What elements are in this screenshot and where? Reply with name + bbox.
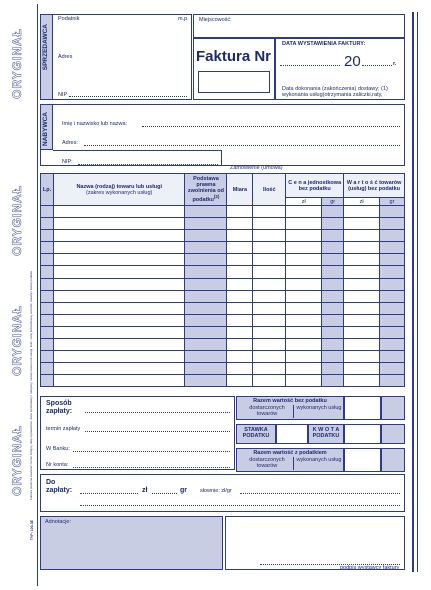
table-cell[interactable] — [185, 290, 227, 302]
table-cell[interactable] — [322, 218, 344, 230]
table-cell[interactable] — [53, 326, 185, 338]
due-zl-field[interactable] — [80, 493, 138, 494]
table-cell[interactable] — [344, 230, 380, 242]
table-cell[interactable] — [344, 326, 380, 338]
table-cell[interactable] — [286, 314, 322, 326]
copy-label-4: ORYGINAŁ — [10, 425, 24, 496]
table-cell[interactable] — [185, 339, 227, 351]
table-cell[interactable] — [185, 351, 227, 363]
table-cell[interactable] — [380, 242, 405, 254]
seller-mp-label: m.p. — [178, 16, 189, 22]
table-cell[interactable] — [380, 266, 405, 278]
table-cell[interactable] — [344, 314, 380, 326]
table-cell[interactable] — [380, 206, 405, 218]
payment-term-field[interactable] — [85, 431, 230, 432]
col-price: C e n a jednostkowa bez podatku — [286, 174, 344, 198]
table-cell[interactable] — [41, 375, 54, 387]
gross-sub-left: dostarczonych towarów — [249, 457, 285, 469]
table-row — [41, 326, 405, 338]
issue-date-label: DATA WYSTAWIENIA FAKTURY: — [282, 41, 366, 47]
gross-total-gr[interactable] — [381, 448, 405, 472]
table-cell[interactable] — [253, 290, 286, 302]
net-total-label: Razem wartość bez podatku — [253, 398, 327, 404]
payment-account-field[interactable] — [73, 467, 230, 468]
table-cell[interactable] — [322, 290, 344, 302]
table-cell[interactable] — [322, 254, 344, 266]
table-cell[interactable] — [185, 230, 227, 242]
table-cell[interactable] — [286, 326, 322, 338]
table-cell[interactable] — [322, 242, 344, 254]
table-cell[interactable] — [53, 363, 185, 375]
signature-box[interactable] — [225, 516, 405, 570]
table-cell[interactable] — [322, 206, 344, 218]
table-cell[interactable] — [227, 218, 253, 230]
table-cell[interactable] — [253, 339, 286, 351]
table-cell[interactable] — [380, 254, 405, 266]
table-cell[interactable] — [380, 314, 405, 326]
table-cell[interactable] — [41, 302, 54, 314]
due-words-field-2[interactable] — [80, 505, 400, 506]
buyer-name-label: Imię i nazwisko lub nazwa: — [62, 121, 128, 127]
table-row — [41, 242, 405, 254]
buyer-address-field[interactable] — [84, 145, 400, 146]
table-cell[interactable] — [253, 302, 286, 314]
net-total-zl[interactable] — [344, 396, 381, 420]
seller-section-label: SPRZEDAWCA — [42, 24, 49, 71]
table-cell[interactable] — [322, 278, 344, 290]
col-name-label: Nazwa (rodzaj) towaru lub usługi — [76, 183, 162, 190]
net-sub-right: wykonanych usług — [296, 405, 342, 411]
table-row — [41, 206, 405, 218]
table-cell[interactable] — [344, 375, 380, 387]
buyer-address-label: Adres: — [62, 140, 78, 146]
table-cell[interactable] — [380, 302, 405, 314]
form-code: TYP: 100-3E — [30, 520, 34, 541]
table-cell[interactable] — [286, 278, 322, 290]
col-basis — [185, 174, 227, 206]
table-cell[interactable] — [53, 278, 185, 290]
copy-label-1: ORYGINAŁ — [10, 28, 24, 99]
table-cell[interactable] — [253, 314, 286, 326]
col-unit: Miara — [227, 174, 253, 206]
tax-amount-zl[interactable] — [344, 424, 381, 444]
buyer-box — [40, 104, 405, 166]
delivery-note: Data dokonania (zakończenia) dostawy; (1) wykonania usług(otrzymania zaliczki,raty, — [282, 86, 388, 98]
table-cell[interactable] — [227, 363, 253, 375]
net-sub-left: dostarczonych towarów — [249, 405, 285, 417]
table-cell[interactable] — [185, 363, 227, 375]
due-gr-field[interactable] — [152, 493, 177, 494]
table-cell[interactable] — [253, 254, 286, 266]
table-cell[interactable] — [41, 242, 54, 254]
seller-nip-label: NIP — [58, 92, 68, 98]
table-cell[interactable] — [41, 278, 54, 290]
right-rail — [412, 12, 414, 572]
col-name-sub: (zakres wykonanych usług) — [86, 189, 153, 196]
table-cell[interactable] — [227, 314, 253, 326]
table-row — [41, 218, 405, 230]
table-cell[interactable] — [286, 254, 322, 266]
table-cell[interactable] — [185, 242, 227, 254]
table-cell[interactable] — [41, 218, 54, 230]
col-price-gr: gr — [322, 198, 344, 206]
payment-account-label: Nr konta: — [46, 462, 69, 468]
payment-method-label: Sposób zapłaty: — [46, 400, 73, 415]
table-cell[interactable] — [185, 314, 227, 326]
table-cell[interactable] — [286, 290, 322, 302]
table-cell[interactable] — [286, 242, 322, 254]
table-row — [41, 314, 405, 326]
table-cell[interactable] — [253, 278, 286, 290]
due-words-label: słownie: zł/gr — [200, 488, 232, 494]
table-cell[interactable] — [253, 218, 286, 230]
col-name — [53, 174, 185, 206]
table-cell[interactable] — [41, 230, 54, 242]
copy-label-2: ORYGINAŁ — [10, 185, 24, 256]
col-value: W a r t o ś ć towarów (usług) bez podatku — [344, 174, 405, 198]
gross-sub-right: wykonanych usług — [296, 457, 342, 463]
table-cell[interactable] — [185, 278, 227, 290]
sidebar-fine-print: Faktura powinna zawierać numer kolejny, datę wystawienia, dane sprzedawcy i nabywcy, nazwę towaru lub usługi, ilość, cenę jednostkową, wartość, stawkę i kwotę podatku — [29, 270, 33, 500]
buyer-divider — [53, 150, 221, 151]
table-cell[interactable] — [322, 326, 344, 338]
due-zl-label: zł — [142, 487, 148, 494]
invoice-title: Faktura Nr — [196, 48, 272, 65]
due-words-field[interactable] — [240, 493, 400, 494]
table-cell[interactable] — [53, 230, 185, 242]
table-cell[interactable] — [286, 230, 322, 242]
table-cell[interactable] — [380, 339, 405, 351]
table-cell[interactable] — [322, 314, 344, 326]
table-cell[interactable] — [344, 363, 380, 375]
table-cell[interactable] — [380, 326, 405, 338]
table-cell[interactable] — [344, 218, 380, 230]
table-cell[interactable] — [322, 266, 344, 278]
table-cell[interactable] — [227, 375, 253, 387]
table-cell[interactable] — [253, 326, 286, 338]
table-cell[interactable] — [41, 339, 54, 351]
issue-year-field[interactable] — [362, 65, 392, 66]
table-cell[interactable] — [53, 218, 185, 230]
col-qty: Ilość — [253, 174, 286, 206]
table-cell[interactable] — [53, 302, 185, 314]
tax-amount-label: K W O T A PODATKU — [312, 427, 340, 439]
issue-year-prefix: 20 — [344, 53, 361, 70]
table-cell[interactable] — [41, 266, 54, 278]
issue-date-field[interactable] — [280, 65, 340, 66]
table-cell[interactable] — [227, 266, 253, 278]
table-cell[interactable] — [344, 206, 380, 218]
table-cell[interactable] — [227, 302, 253, 314]
issue-year-suffix: r. — [393, 61, 397, 67]
table-cell[interactable] — [227, 254, 253, 266]
buyer-section-label: NABYWCA — [42, 112, 49, 146]
seller-payer-label: Podatnik — [58, 16, 80, 22]
table-cell[interactable] — [286, 206, 322, 218]
table-cell[interactable] — [380, 230, 405, 242]
tax-rate-label: STAWKA PODATKU — [242, 427, 270, 439]
table-cell[interactable] — [227, 230, 253, 242]
table-cell[interactable] — [344, 351, 380, 363]
table-cell[interactable] — [53, 314, 185, 326]
table-cell[interactable] — [253, 351, 286, 363]
seller-nip-field[interactable] — [69, 96, 187, 97]
table-cell[interactable] — [322, 302, 344, 314]
net-total-gr[interactable] — [381, 396, 405, 420]
table-cell[interactable] — [227, 242, 253, 254]
table-cell[interactable] — [185, 302, 227, 314]
table-cell[interactable] — [227, 339, 253, 351]
table-cell[interactable] — [53, 242, 185, 254]
col-value-zl: zł — [344, 198, 380, 206]
invoice-number-field[interactable] — [198, 71, 270, 93]
col-price-zl: zł — [286, 198, 322, 206]
table-cell[interactable] — [380, 290, 405, 302]
due-label: Do zapłaty: — [46, 479, 73, 494]
table-cell[interactable] — [185, 375, 227, 387]
table-cell[interactable] — [227, 290, 253, 302]
table-cell[interactable] — [185, 218, 227, 230]
table-cell[interactable] — [53, 339, 185, 351]
table-cell[interactable] — [41, 290, 54, 302]
table-cell[interactable] — [253, 230, 286, 242]
table-row — [41, 363, 405, 375]
table-cell[interactable] — [322, 375, 344, 387]
table-cell[interactable] — [380, 363, 405, 375]
table-row — [41, 278, 405, 290]
due-gr-label: gr — [180, 487, 187, 494]
payment-term-label: termin zapłaty — [46, 426, 81, 432]
table-cell[interactable] — [286, 302, 322, 314]
table-cell[interactable] — [253, 375, 286, 387]
copy-label-3: ORYGINAŁ — [10, 305, 24, 376]
table-cell[interactable] — [53, 290, 185, 302]
table-cell[interactable] — [380, 278, 405, 290]
table-cell[interactable] — [41, 314, 54, 326]
table-cell[interactable] — [344, 278, 380, 290]
tax-amount-gr[interactable] — [381, 424, 405, 444]
notes-label: Adnotacje: — [45, 519, 71, 525]
order-label: Zamówienie (umowa) — [230, 165, 283, 171]
table-cell[interactable] — [286, 218, 322, 230]
table-cell[interactable] — [41, 351, 54, 363]
table-cell[interactable] — [41, 206, 54, 218]
table-cell[interactable] — [227, 278, 253, 290]
buyer-nip-label: NIP: — [62, 159, 73, 165]
table-cell[interactable] — [344, 339, 380, 351]
table-cell[interactable] — [53, 351, 185, 363]
col-basis-note: (2) — [213, 194, 220, 200]
buyer-name-field[interactable] — [142, 126, 400, 127]
table-cell[interactable] — [286, 339, 322, 351]
table-row — [41, 266, 405, 278]
table-cell[interactable] — [253, 266, 286, 278]
col-value-gr: gr — [380, 198, 405, 206]
table-cell[interactable] — [344, 302, 380, 314]
table-cell[interactable] — [53, 266, 185, 278]
table-cell[interactable] — [53, 375, 185, 387]
signature-label: podpis wystawcy faktury — [340, 565, 400, 571]
gross-total-label: Razem wartość z podatkiem — [253, 450, 327, 456]
table-row — [41, 290, 405, 302]
table-cell[interactable] — [322, 339, 344, 351]
table-cell[interactable] — [380, 375, 405, 387]
payment-method-field[interactable] — [85, 412, 230, 413]
table-row — [41, 375, 405, 387]
table-cell[interactable] — [53, 254, 185, 266]
table-row — [41, 351, 405, 363]
table-cell[interactable] — [253, 242, 286, 254]
place-label: Miejscowość: — [199, 17, 232, 23]
table-cell[interactable] — [227, 326, 253, 338]
table-cell[interactable] — [344, 242, 380, 254]
table-cell[interactable] — [227, 206, 253, 218]
table-cell[interactable] — [41, 326, 54, 338]
gross-total-zl[interactable] — [344, 448, 381, 472]
col-lp: Lp. — [41, 174, 54, 206]
table-cell[interactable] — [286, 351, 322, 363]
table-cell[interactable] — [185, 206, 227, 218]
table-cell[interactable] — [322, 363, 344, 375]
tax-rate-field[interactable] — [276, 424, 308, 444]
table-row — [41, 302, 405, 314]
table-cell[interactable] — [185, 254, 227, 266]
table-cell[interactable] — [185, 266, 227, 278]
table-cell[interactable] — [380, 218, 405, 230]
table-cell[interactable] — [253, 363, 286, 375]
items-table — [40, 173, 405, 387]
right-rail-thin — [417, 12, 418, 572]
table-cell[interactable] — [344, 254, 380, 266]
buyer-nip-field[interactable] — [78, 164, 218, 165]
table-cell[interactable] — [185, 326, 227, 338]
table-row — [41, 339, 405, 351]
table-cell[interactable] — [380, 351, 405, 363]
table-cell[interactable] — [322, 351, 344, 363]
table-cell[interactable] — [253, 206, 286, 218]
table-cell[interactable] — [286, 363, 322, 375]
seller-address-label: Adres — [58, 54, 73, 60]
table-cell[interactable] — [286, 266, 322, 278]
table-cell[interactable] — [227, 351, 253, 363]
table-cell[interactable] — [322, 230, 344, 242]
buyer-divider-v — [221, 150, 222, 166]
payment-bank-field[interactable] — [73, 451, 230, 452]
table-row — [41, 254, 405, 266]
table-cell[interactable] — [41, 254, 54, 266]
col-basis-label: Podstawa prawna zwolnienia od podatku — [187, 176, 224, 203]
table-row — [41, 230, 405, 242]
table-cell[interactable] — [344, 266, 380, 278]
table-cell[interactable] — [41, 363, 54, 375]
payment-bank-label: W Banku: — [46, 446, 70, 452]
table-cell[interactable] — [286, 375, 322, 387]
table-cell[interactable] — [53, 206, 185, 218]
table-cell[interactable] — [344, 290, 380, 302]
